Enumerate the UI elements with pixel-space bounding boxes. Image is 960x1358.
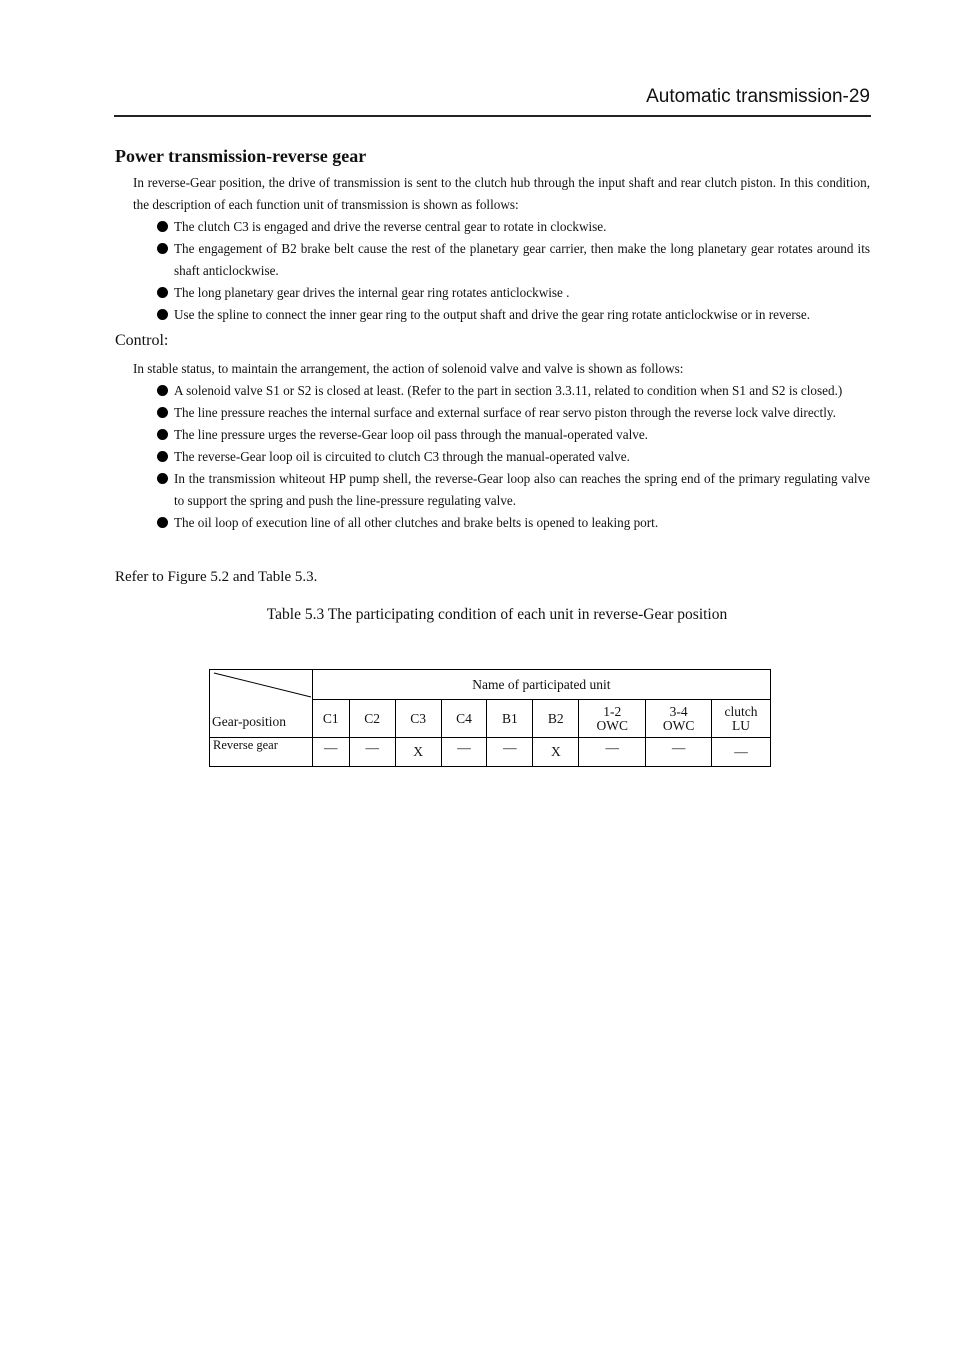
column-header: C3: [395, 700, 441, 738]
table-row: [210, 738, 771, 767]
table-cell: X: [533, 738, 579, 767]
list-item: The clutch C3 is engaged and drive the reverse central gear to rotate in clockwise.: [174, 216, 870, 238]
control-intro: In stable status, to maintain the arrangement, the action of solenoid valve and valve is shown as follows:: [133, 361, 684, 376]
refer-text: Refer to Figure 5.2 and Table 5.3.: [115, 569, 318, 585]
header-rule: [114, 115, 871, 117]
table-cell: —: [579, 738, 646, 767]
list-item: A solenoid valve S1 or S2 is closed at least. (Refer to the part in section 3.3.11, related to condition when S1 and S2 is closed.): [174, 380, 870, 402]
column-header: clutch LU: [712, 700, 771, 738]
column-header: C2: [349, 700, 395, 738]
column-header: 1-2 OWC: [579, 700, 646, 738]
control-title: Control:: [115, 332, 169, 349]
section-title: Power transmission-reverse gear: [115, 146, 367, 166]
page-header: Automatic transmission-29: [646, 86, 870, 107]
row-label: Reverse gear: [210, 738, 313, 767]
bullet-icon: [157, 287, 168, 298]
table-cell: —: [312, 738, 349, 767]
list-item: The reverse-Gear loop oil is circuited to clutch C3 through the manual-operated valve.: [174, 446, 870, 468]
group-header: Name of participated unit: [312, 670, 770, 700]
list-item: The long planetary gear drives the internal gear ring rotates anticlockwise .: [174, 282, 870, 304]
bullet-icon: [157, 385, 168, 396]
bullet-icon: [157, 243, 168, 254]
list-item: Use the spline to connect the inner gear ring to the output shaft and drive the gear ring rotate anticlockwise or in reverse.: [174, 304, 870, 326]
column-header: C1: [312, 700, 349, 738]
table-corner-cell: [210, 670, 313, 738]
table-cell: —: [441, 738, 487, 767]
units-table: [209, 669, 771, 767]
section-bullets: [114, 216, 870, 326]
page-content: [114, 145, 870, 626]
table-cell: —: [487, 738, 533, 767]
table-cell: —: [712, 738, 771, 767]
list-item: The line pressure urges the reverse-Gear loop oil pass through the manual-operated valve.: [174, 424, 870, 446]
bullet-icon: [157, 517, 168, 528]
bullet-icon: [157, 451, 168, 462]
list-item: The line pressure reaches the internal surface and external surface of rear servo piston through the reverse lock valve directly.: [174, 402, 870, 424]
row-header: Gear-position: [212, 714, 286, 729]
table-cell: X: [395, 738, 441, 767]
list-item: The engagement of B2 brake belt cause the rest of the planetary gear carrier, then make the long planetary gear rotates around its shaft anticlockwise.: [174, 238, 870, 282]
list-item: The oil loop of execution line of all other clutches and brake belts is opened to leaking port.: [174, 512, 870, 534]
column-header: B1: [487, 700, 533, 738]
column-header: C4: [441, 700, 487, 738]
column-header: B2: [533, 700, 579, 738]
bullet-icon: [157, 221, 168, 232]
bullet-icon: [157, 309, 168, 320]
section-intro: In reverse-Gear position, the drive of transmission is sent to the clutch hub through the input shaft and rear clutch piston. In this condition, the description of each function unit of transmission is shown as follows:: [133, 175, 870, 212]
bullet-icon: [157, 473, 168, 484]
table-cell: —: [646, 738, 712, 767]
list-item: In the transmission whiteout HP pump shell, the reverse-Gear loop also can reaches the spring end of the primary regulating valve to support the spring and push the line-pressure regulating valve.: [174, 468, 870, 512]
bullet-icon: [157, 429, 168, 440]
bullet-icon: [157, 407, 168, 418]
column-header: 3-4 OWC: [646, 700, 712, 738]
table-caption: Table 5.3 The participating condition of each unit in reverse-Gear position: [266, 606, 728, 623]
table-cell: —: [349, 738, 395, 767]
control-bullets: [114, 380, 870, 534]
